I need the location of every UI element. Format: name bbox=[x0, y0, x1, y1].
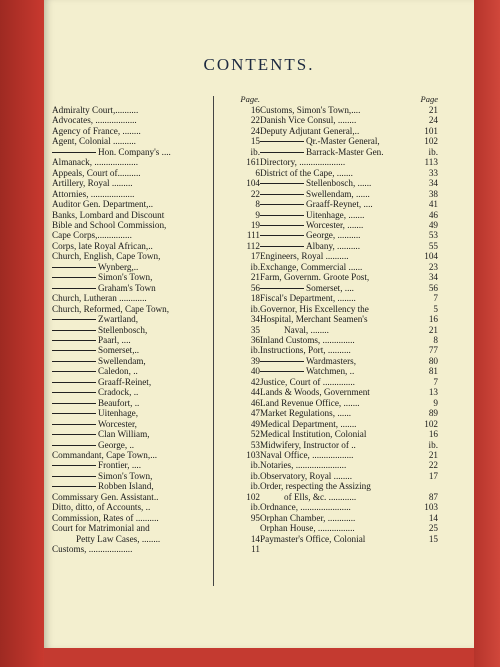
contents-entry bbox=[52, 168, 260, 178]
column-divider bbox=[213, 96, 214, 586]
entry-label: Customs, ................... bbox=[52, 544, 133, 555]
contents-entry bbox=[52, 262, 260, 272]
contents-entry bbox=[52, 534, 260, 544]
entry-label: Midwifery, Instructor of .. bbox=[260, 439, 356, 450]
entry-page-number: ib. bbox=[250, 146, 260, 157]
entry-page-number: 101 bbox=[424, 125, 438, 136]
contents-entry bbox=[260, 440, 438, 450]
contents-entry bbox=[52, 471, 260, 481]
contents-entry bbox=[52, 544, 260, 554]
right-page-header: Page bbox=[420, 94, 438, 104]
contents-entry bbox=[52, 481, 260, 491]
contents-entry bbox=[52, 147, 260, 157]
entry-label: Hospital, Merchant Seamen's bbox=[260, 314, 368, 325]
entry-page-number: 38 bbox=[428, 188, 438, 199]
entry-label: Qr.-Master General, bbox=[260, 136, 418, 146]
contents-entry bbox=[52, 366, 260, 376]
entry-label: Appeals, Court of.......... bbox=[52, 167, 141, 178]
entry-label: Danish Vice Consul, ........ bbox=[260, 115, 357, 126]
contents-entry bbox=[260, 513, 438, 523]
entry-label: Orphan House, ................ bbox=[260, 523, 355, 534]
contents-entry bbox=[260, 387, 438, 397]
entry-page-number: 56 bbox=[428, 282, 438, 293]
contents-entry bbox=[52, 293, 260, 303]
entry-page-number: 23 bbox=[428, 261, 438, 272]
entry-label: Justice, Court of .............. bbox=[260, 376, 355, 387]
entry-page-number: 6 bbox=[255, 167, 260, 178]
entry-label: Agency of France, ........ bbox=[52, 125, 141, 136]
contents-entry bbox=[52, 178, 260, 188]
contents-right-column bbox=[260, 94, 438, 544]
entry-label: Swellendam, ...... bbox=[260, 189, 418, 199]
entry-label: Church, English, Cape Town, bbox=[52, 251, 161, 262]
contents-entry bbox=[52, 325, 260, 335]
entry-page-number: 42 bbox=[250, 376, 260, 387]
contents-entry bbox=[52, 157, 260, 167]
contents-entry bbox=[260, 523, 438, 533]
entry-label: Zwartland, bbox=[52, 314, 240, 324]
entry-label: Naval, ........ bbox=[284, 324, 329, 335]
contents-entry bbox=[52, 272, 260, 282]
contents-entry bbox=[52, 398, 260, 408]
entry-label: Notaries, ...................... bbox=[260, 460, 347, 471]
entry-page-number: 34 bbox=[250, 314, 260, 325]
entry-page-number: ib. bbox=[428, 146, 438, 157]
entry-label: Fiscal's Department, ........ bbox=[260, 293, 356, 304]
contents-entry bbox=[52, 440, 260, 450]
entry-page-number: 56 bbox=[250, 282, 260, 293]
entry-label: Directory, .................... bbox=[260, 157, 346, 168]
entry-page-number: 33 bbox=[428, 167, 438, 178]
entry-label: Market Regulations, ...... bbox=[260, 408, 352, 419]
entry-page-number: 24 bbox=[250, 125, 260, 136]
entry-label: Caledon, .. bbox=[52, 366, 240, 376]
entry-page-number: 111 bbox=[246, 230, 260, 241]
entry-label: George, .......... bbox=[260, 230, 418, 240]
entry-label: Hon. Company's .... bbox=[52, 147, 240, 157]
entry-label: Attornies, ................... bbox=[52, 188, 135, 199]
contents-entry bbox=[260, 272, 438, 282]
contents-entry bbox=[52, 408, 260, 418]
entry-page-number bbox=[240, 523, 260, 533]
contents-entry bbox=[260, 220, 438, 230]
contents-entry bbox=[260, 356, 438, 366]
contents-entry bbox=[260, 325, 438, 335]
entry-page-number: 9 bbox=[433, 397, 438, 408]
contents-entry bbox=[52, 335, 260, 345]
entry-page-number: 53 bbox=[428, 230, 438, 241]
entry-label: Lands & Woods, Government bbox=[260, 387, 370, 398]
entry-label: Simon's Town, bbox=[52, 471, 240, 481]
entry-label: Instructions, Port, .......... bbox=[260, 345, 351, 356]
contents-entry bbox=[52, 387, 260, 397]
entry-page-number: 7 bbox=[433, 293, 438, 304]
entry-page-number: 161 bbox=[246, 157, 260, 168]
entry-page-number: 9 bbox=[255, 209, 260, 220]
contents-entry bbox=[260, 157, 438, 167]
entry-label: Petty Law Cases, ........ bbox=[76, 533, 161, 544]
entry-label: Barrack-Master Gen. bbox=[260, 147, 418, 157]
contents-entry bbox=[260, 199, 438, 209]
entry-page-number: 77 bbox=[428, 345, 438, 356]
entry-label: Customs, Simon's Town,.... bbox=[260, 105, 361, 115]
entry-page-number: 7 bbox=[433, 376, 438, 387]
entry-page-number: 103 bbox=[246, 449, 260, 460]
contents-entry bbox=[260, 230, 438, 240]
entry-page-number: 87 bbox=[428, 491, 438, 502]
contents-entry bbox=[52, 450, 260, 460]
entry-label: Worcester, bbox=[52, 419, 240, 429]
contents-entry bbox=[260, 419, 438, 429]
entry-label: Somerset, .... bbox=[260, 283, 418, 293]
entry-page-number: 16 bbox=[428, 314, 438, 325]
entry-label: Ditto, ditto, of Accounts, .. bbox=[52, 502, 151, 513]
entry-page-number: ib. bbox=[250, 481, 260, 492]
entry-page-number: 47 bbox=[250, 408, 260, 419]
contents-entry bbox=[52, 523, 260, 533]
contents-entry bbox=[260, 481, 438, 491]
contents-entry bbox=[260, 429, 438, 439]
entry-label: Land Revenue Office, ....... bbox=[260, 397, 360, 408]
book-spine-shadow bbox=[0, 0, 44, 667]
left-entries bbox=[52, 105, 260, 554]
entry-label: George, .. bbox=[52, 440, 240, 450]
contents-entry bbox=[52, 460, 260, 470]
entry-page-number: 22 bbox=[250, 188, 260, 199]
entry-label: Somerset,.. bbox=[52, 345, 240, 355]
entry-label: Farm, Governm. Groote Post, bbox=[260, 272, 370, 283]
contents-entry bbox=[260, 408, 438, 418]
entry-page-number: 14 bbox=[428, 512, 438, 523]
entry-page-number: 102 bbox=[424, 418, 438, 429]
contents-entry bbox=[260, 241, 438, 251]
contents-entry bbox=[260, 450, 438, 460]
contents-entry bbox=[260, 178, 438, 188]
entry-label: Advocates, .................. bbox=[52, 115, 137, 126]
contents-entry bbox=[52, 356, 260, 366]
entry-label: Deputy Adjutant General,.. bbox=[260, 125, 360, 136]
contents-entry bbox=[260, 115, 438, 125]
contents-entry bbox=[260, 366, 438, 376]
entry-page-number: 34 bbox=[428, 178, 438, 189]
entry-page-number: 49 bbox=[250, 418, 260, 429]
contents-entry bbox=[52, 429, 260, 439]
entry-label: Orphan Chamber, ............ bbox=[260, 512, 356, 523]
entry-label: Cape Corps,............... bbox=[52, 230, 132, 241]
entry-label: Stellenbosch, ...... bbox=[260, 178, 418, 188]
entry-label: Bible and School Commission, bbox=[52, 219, 167, 230]
entry-page-number: 104 bbox=[246, 178, 260, 189]
entry-page-number: 36 bbox=[250, 334, 260, 345]
entry-page-number: 34 bbox=[428, 272, 438, 283]
entry-label: Exchange, Commercial ...... bbox=[260, 261, 363, 272]
contents-entry bbox=[52, 513, 260, 523]
entry-page-number: 25 bbox=[428, 523, 438, 534]
entry-label: of Ells, &c. ............ bbox=[284, 491, 357, 502]
entry-label: Auditor Gen. Department,.. bbox=[52, 199, 154, 210]
entry-label: Almanack, ................... bbox=[52, 157, 138, 168]
entry-label: Wynberg,.. bbox=[52, 262, 240, 272]
entry-label: Commandant, Cape Town,... bbox=[52, 449, 158, 460]
contents-entry bbox=[260, 136, 438, 146]
entry-page-number: 46 bbox=[428, 209, 438, 220]
contents-entry bbox=[260, 460, 438, 470]
entry-label: Graaff-Reynet, .... bbox=[260, 199, 418, 209]
entry-label: Inland Customs, .............. bbox=[260, 334, 355, 345]
entry-page-number: 112 bbox=[246, 240, 260, 251]
entry-page-number: 15 bbox=[428, 533, 438, 544]
contents-entry bbox=[260, 471, 438, 481]
contents-entry bbox=[52, 283, 260, 293]
entry-page-number: 21 bbox=[250, 272, 260, 283]
entry-page-number: 19 bbox=[250, 219, 260, 230]
entry-page-number: ib. bbox=[250, 261, 260, 272]
entry-label: Engineers, Royal .......... bbox=[260, 251, 349, 262]
contents-entry bbox=[260, 304, 438, 314]
contents-entry bbox=[260, 126, 438, 136]
contents-entry bbox=[260, 293, 438, 303]
entry-label: Robben Island, bbox=[52, 481, 240, 491]
entry-page-number: ib. bbox=[250, 502, 260, 513]
entry-label: Graaff-Reinet, bbox=[52, 377, 240, 387]
entry-label: Commissary Gen. Assistant.. bbox=[52, 491, 159, 502]
entry-page-number: 40 bbox=[250, 366, 260, 377]
entry-label: Admiralty Court,.......... bbox=[52, 105, 139, 115]
entry-label: Corps, late Royal African,.. bbox=[52, 240, 153, 251]
contents-entry bbox=[260, 335, 438, 345]
contents-entry bbox=[260, 502, 438, 512]
entry-label: Order, respecting the Assizing bbox=[260, 481, 371, 492]
contents-entry bbox=[260, 492, 438, 502]
entry-label: Uitenhage, bbox=[52, 408, 240, 418]
entry-page-number: 13 bbox=[428, 387, 438, 398]
entry-page-number: 35 bbox=[250, 324, 260, 335]
entry-page-number bbox=[418, 481, 438, 491]
right-entries bbox=[260, 105, 438, 544]
contents-entry bbox=[260, 345, 438, 355]
entry-label: Beaufort, .. bbox=[52, 398, 240, 408]
entry-label: Medical Institution, Colonial bbox=[260, 429, 367, 440]
contents-entry bbox=[52, 502, 260, 512]
entry-label: Frontier, .... bbox=[52, 460, 240, 470]
entry-page-number: ib. bbox=[428, 439, 438, 450]
entry-label: Swellendam, bbox=[52, 356, 240, 366]
contents-entry bbox=[52, 377, 260, 387]
contents-entry bbox=[260, 189, 438, 199]
entry-label: Worcester, ....... bbox=[260, 220, 418, 230]
contents-entry bbox=[260, 105, 438, 115]
entry-label: Church, Lutheran ............ bbox=[52, 293, 147, 304]
contents-entry bbox=[260, 147, 438, 157]
entry-label: Stellenbosch, bbox=[52, 325, 240, 335]
entry-label: Commission, Rates of .......... bbox=[52, 512, 159, 523]
entry-label: Artillery, Royal ......... bbox=[52, 178, 133, 189]
contents-entry bbox=[260, 377, 438, 387]
entry-page-number: 39 bbox=[250, 355, 260, 366]
entry-label: Church, Reformed, Cape Town, bbox=[52, 303, 170, 314]
contents-entry bbox=[260, 251, 438, 261]
book-cover-bottom bbox=[44, 648, 474, 667]
entry-page-number: 16 bbox=[250, 105, 260, 115]
entry-page-number: 53 bbox=[250, 439, 260, 450]
entry-label: Graham's Town bbox=[52, 283, 240, 293]
entry-page-number: 102 bbox=[246, 491, 260, 502]
entry-page-number: ib. bbox=[250, 303, 260, 314]
entry-page-number: 8 bbox=[255, 199, 260, 210]
entry-page-number: 95 bbox=[250, 512, 260, 523]
contents-entry bbox=[52, 230, 260, 240]
entry-page-number: 44 bbox=[250, 387, 260, 398]
entry-page-number: ib. bbox=[250, 460, 260, 471]
entry-page-number: ib. bbox=[250, 345, 260, 356]
entry-page-number: 24 bbox=[428, 115, 438, 126]
entry-label: Banks, Lombard and Discount bbox=[52, 209, 165, 220]
entry-label: Watchmen, .. bbox=[260, 366, 418, 376]
contents-entry bbox=[260, 262, 438, 272]
entry-page-number: 15 bbox=[250, 136, 260, 147]
contents-entry bbox=[52, 220, 260, 230]
contents-entry bbox=[52, 105, 260, 115]
contents-entry bbox=[52, 419, 260, 429]
contents-entry bbox=[260, 283, 438, 293]
book-cover-edge bbox=[474, 0, 500, 667]
contents-entry bbox=[52, 492, 260, 502]
contents-entry bbox=[260, 168, 438, 178]
contents-entry bbox=[52, 345, 260, 355]
entry-page-number: 55 bbox=[428, 240, 438, 251]
entry-page-number: 18 bbox=[250, 293, 260, 304]
entry-page-number: 21 bbox=[428, 449, 438, 460]
entry-label: Paymaster's Office, Colonial bbox=[260, 533, 366, 544]
entry-page-number: 21 bbox=[428, 324, 438, 335]
entry-label: Court for Matrimonial and bbox=[52, 523, 150, 534]
contents-entry bbox=[260, 534, 438, 544]
entry-label: Paarl, .... bbox=[52, 335, 240, 345]
entry-page-number: 22 bbox=[428, 460, 438, 471]
entry-label: Albany, .......... bbox=[260, 241, 418, 251]
contents-entry bbox=[52, 304, 260, 314]
entry-page-number: 81 bbox=[428, 366, 438, 377]
entry-label: Uitenhage, ....... bbox=[260, 210, 418, 220]
entry-page-number: 52 bbox=[250, 429, 260, 440]
entry-label: Naval Office, .................. bbox=[260, 449, 354, 460]
entry-label: Wardmasters, bbox=[260, 356, 418, 366]
entry-label: District of the Cape, ....... bbox=[260, 167, 353, 178]
left-page-header: Page. bbox=[240, 94, 260, 104]
contents-entry bbox=[52, 199, 260, 209]
contents-entry bbox=[52, 189, 260, 199]
contents-entry bbox=[260, 210, 438, 220]
contents-left-column bbox=[52, 94, 260, 554]
entry-label: Simon's Town, bbox=[52, 272, 240, 282]
entry-label: Clan William, bbox=[52, 429, 240, 439]
entry-label: Medical Department, ....... bbox=[260, 418, 357, 429]
entry-label: Cradock, .. bbox=[52, 387, 240, 397]
entry-page-number: 102 bbox=[424, 136, 438, 147]
entry-page-number: 113 bbox=[424, 157, 438, 168]
entry-page-number: 5 bbox=[433, 303, 438, 314]
entry-label: Observatory, Royal ........ bbox=[260, 470, 353, 481]
contents-entry bbox=[52, 314, 260, 324]
contents-entry bbox=[52, 241, 260, 251]
entry-page-number: 17 bbox=[250, 251, 260, 262]
contents-entry bbox=[52, 210, 260, 220]
contents-entry bbox=[52, 136, 260, 146]
entry-label: Ordnance, ...................... bbox=[260, 502, 351, 513]
contents-entry bbox=[260, 314, 438, 324]
entry-page-number: 14 bbox=[250, 533, 260, 544]
contents-entry bbox=[52, 115, 260, 125]
contents-entry bbox=[52, 251, 260, 261]
entry-page-number: 41 bbox=[428, 199, 438, 210]
entry-page-number: 22 bbox=[250, 115, 260, 126]
entry-page-number: 21 bbox=[428, 105, 438, 115]
entry-page-number: 46 bbox=[250, 397, 260, 408]
entry-page-number: 103 bbox=[424, 502, 438, 513]
entry-label: Agent, Colonial .......... bbox=[52, 136, 136, 147]
entry-page-number: 49 bbox=[428, 219, 438, 230]
entry-page-number: 80 bbox=[428, 355, 438, 366]
entry-label: Governor, His Excellency the bbox=[260, 303, 369, 314]
contents-entry bbox=[52, 126, 260, 136]
page-title: CONTENTS. bbox=[203, 55, 315, 74]
entry-page-number: 17 bbox=[428, 470, 438, 481]
contents-entry bbox=[260, 398, 438, 408]
entry-page-number: 16 bbox=[428, 429, 438, 440]
entry-page-number: 104 bbox=[424, 251, 438, 262]
entry-page-number: ib. bbox=[250, 470, 260, 481]
entry-page-number: 11 bbox=[251, 544, 260, 555]
entry-page-number: 89 bbox=[428, 408, 438, 419]
entry-page-number: 8 bbox=[433, 334, 438, 345]
